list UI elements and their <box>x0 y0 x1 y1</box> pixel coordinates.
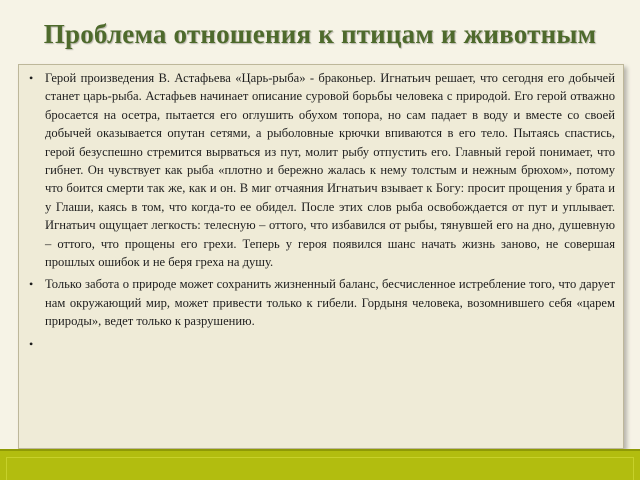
bullet-text-2: Только забота о природе может сохранить жизненный баланс, бесчисленное истребление того, что дарует нам окружающий мир, может привести только к гибели. Гордыня человека, возомнившего себя «царем природы», ведет только к разрушению. <box>45 277 615 329</box>
bullet-list <box>19 65 623 351</box>
content-box <box>18 64 624 449</box>
slide-title: Проблема отношения к птицам и животным <box>43 19 597 49</box>
bottom-decorative-bar <box>0 449 640 480</box>
bullet-dot-icon: • <box>29 336 34 351</box>
bullet-dot-icon: • <box>29 277 34 292</box>
bullet-dot-icon: • <box>29 71 34 85</box>
bullet-text-1: Герой произведения В. Астафьева «Царь-рыба» - браконьер. Игнатьич решает, что сегодня его добычей станет царь-рыба. Астафьев начинает описание суровой борьбы человека с природой. Его герой отважно бросается на осетра, пытается его оглушить обухом топора, но сам падает в воду и вместе со своей добычей оказывается опутан сетями, а рыболовные крючки впиваются в его тело. Пытаясь спастись, герой безуспешно стремится вырваться из пут, молит рыбу отпустить его. Главный герой понимает, что гибнет. Он чувствует как рыба «плотно и бережно жалась к нему толстым и нежным брюхом», потому что боится смерти так же, как и он. В миг отчаяния Игнатьич взывает к Богу: просит прощения у брата и у Глаши, каясь в том, что когда-то ее обидел. После этих слов рыба освобождается от пут и уплывает. Игнатьич ощущает легкость: телесную – оттого, что избавился от рыбы, тянувшей его на дно, душевную – оттого, что прощены его грехи. Теперь у героя появился шанс начать жизнь заново, не совершая прошлых ошибок и не беря греха на душу. <box>45 71 615 270</box>
bottom-bar-frame <box>6 457 634 480</box>
bullet-item-1 <box>29 69 615 271</box>
bullet-item-2 <box>29 275 615 330</box>
